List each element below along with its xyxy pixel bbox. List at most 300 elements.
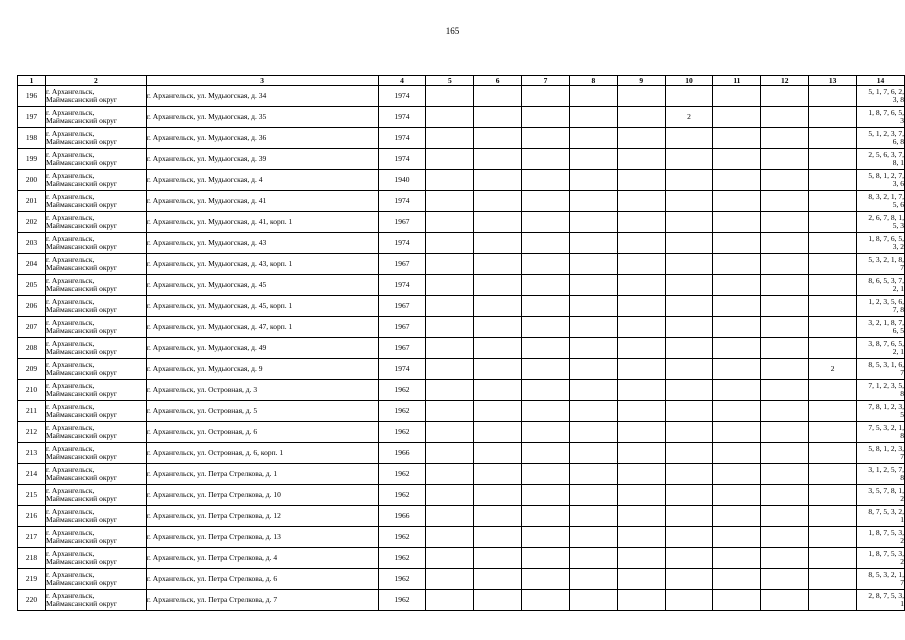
value-cell-col-10 <box>665 296 713 317</box>
value-cell-col-9 <box>617 149 665 170</box>
value-cell-col-9 <box>617 86 665 107</box>
value-cell-col-12 <box>761 191 809 212</box>
table-row <box>18 527 905 548</box>
sequence-line: 3, 2, 1, 8, 7, <box>868 318 904 327</box>
value-cell-col-12 <box>761 359 809 380</box>
value-cell-col-9 <box>617 191 665 212</box>
table-row <box>18 275 905 296</box>
table-row <box>18 212 905 233</box>
value-cell-col-6 <box>474 191 522 212</box>
value-cell-col-6 <box>474 380 522 401</box>
row-number-cell: 205 <box>18 275 46 296</box>
year-cell: 1962 <box>378 548 426 569</box>
value-cell-col-7 <box>522 401 570 422</box>
value-cell-col-9 <box>617 212 665 233</box>
address-cell: г. Архангельск, ул. Петра Стрелкова, д. 1 <box>146 464 378 485</box>
address-cell: г. Архангельск, ул. Мудьюгская, д. 41, корп. 1 <box>146 212 378 233</box>
value-cell-col-11 <box>713 254 761 275</box>
value-cell-col-6 <box>474 464 522 485</box>
district-line: Маймаксанский округ <box>45 116 117 125</box>
sequence-line: 5, 8, 1, 2, 7, <box>868 171 904 180</box>
column-header: 11 <box>713 76 761 86</box>
value-cell-col-7 <box>522 464 570 485</box>
row-number-cell: 212 <box>18 422 46 443</box>
table-row <box>18 380 905 401</box>
value-cell-col-5 <box>426 191 474 212</box>
value-cell-col-13 <box>809 275 857 296</box>
value-cell-col-8 <box>569 380 617 401</box>
address-cell: г. Архангельск, ул. Мудьюгская, д. 49 <box>146 338 378 359</box>
value-cell-col-7 <box>522 275 570 296</box>
value-cell-col-13 <box>809 212 857 233</box>
district-cell <box>45 359 146 380</box>
year-cell: 1962 <box>378 527 426 548</box>
value-cell-col-12 <box>761 128 809 149</box>
value-cell-col-7 <box>522 86 570 107</box>
district-line: Маймаксанский округ <box>45 305 117 314</box>
row-number-cell: 196 <box>18 86 46 107</box>
value-cell-col-10 <box>665 275 713 296</box>
row-number-cell: 210 <box>18 380 46 401</box>
year-cell: 1962 <box>378 569 426 590</box>
value-cell-col-7 <box>522 212 570 233</box>
value-cell-col-12 <box>761 464 809 485</box>
value-cell-col-5 <box>426 506 474 527</box>
district-line: Маймаксанский округ <box>45 347 117 356</box>
row-number-cell: 214 <box>18 464 46 485</box>
district-line: Маймаксанский округ <box>45 515 117 524</box>
value-cell-col-5 <box>426 464 474 485</box>
sequence-line: 3, 8 <box>892 95 904 104</box>
value-cell-col-5 <box>426 443 474 464</box>
value-cell-col-6 <box>474 170 522 191</box>
value-cell-col-6 <box>474 443 522 464</box>
value-cell-col-13 <box>809 149 857 170</box>
district-line: г. Архангельск, <box>45 339 95 348</box>
value-cell-col-7 <box>522 107 570 128</box>
address-cell: г. Архангельск, ул. Мудьюгская, д. 45 <box>146 275 378 296</box>
value-cell-col-12 <box>761 569 809 590</box>
row-number-cell: 220 <box>18 590 46 611</box>
value-cell-col-8 <box>569 149 617 170</box>
value-cell-col-6 <box>474 275 522 296</box>
value-cell-col-11 <box>713 422 761 443</box>
column-header: 13 <box>809 76 857 86</box>
year-cell: 1974 <box>378 86 426 107</box>
value-cell-col-8 <box>569 296 617 317</box>
district-line: г. Архангельск, <box>45 213 95 222</box>
value-cell-col-5 <box>426 233 474 254</box>
column-header: 8 <box>569 76 617 86</box>
value-cell-col-7 <box>522 590 570 611</box>
year-cell: 1974 <box>378 233 426 254</box>
table-row <box>18 86 905 107</box>
column-header: 5 <box>426 76 474 86</box>
value-cell-col-11 <box>713 569 761 590</box>
year-cell: 1974 <box>378 275 426 296</box>
sequence-cell <box>857 359 905 380</box>
value-cell-col-6 <box>474 128 522 149</box>
sequence-line: 8, 6, 5, 3, 7, <box>868 276 904 285</box>
value-cell-col-9 <box>617 296 665 317</box>
table-row <box>18 464 905 485</box>
address-cell: г. Архангельск, ул. Мудьюгская, д. 34 <box>146 86 378 107</box>
value-cell-col-11 <box>713 338 761 359</box>
value-cell-col-12 <box>761 380 809 401</box>
value-cell-col-13 <box>809 338 857 359</box>
value-cell-col-5 <box>426 569 474 590</box>
district-line: Маймаксанский округ <box>45 578 117 587</box>
value-cell-col-6 <box>474 359 522 380</box>
sequence-line: 7 <box>900 452 904 461</box>
district-cell <box>45 149 146 170</box>
address-cell: г. Архангельск, ул. Петра Стрелкова, д. 12 <box>146 506 378 527</box>
value-cell-col-10 <box>665 422 713 443</box>
value-cell-col-7 <box>522 338 570 359</box>
table-row <box>18 338 905 359</box>
value-cell-col-6 <box>474 107 522 128</box>
year-cell: 1966 <box>378 506 426 527</box>
value-cell-col-12 <box>761 296 809 317</box>
value-cell-col-9 <box>617 338 665 359</box>
value-cell-col-12 <box>761 485 809 506</box>
sequence-cell <box>857 212 905 233</box>
sequence-line: 2, 8, 7, 5, 3, <box>868 591 904 600</box>
value-cell-col-7 <box>522 233 570 254</box>
value-cell-col-11 <box>713 86 761 107</box>
value-cell-col-13 <box>809 422 857 443</box>
value-cell-col-9 <box>617 170 665 191</box>
value-cell-col-9 <box>617 527 665 548</box>
sequence-cell <box>857 401 905 422</box>
sequence-line: 3 <box>900 116 904 125</box>
district-line: г. Архангельск, <box>45 549 95 558</box>
value-cell-col-12 <box>761 548 809 569</box>
value-cell-col-10 <box>665 254 713 275</box>
value-cell-col-7 <box>522 254 570 275</box>
column-header: 10 <box>665 76 713 86</box>
value-cell-col-13 <box>809 191 857 212</box>
value-cell-col-11 <box>713 317 761 338</box>
district-line: Маймаксанский округ <box>45 326 117 335</box>
value-cell-col-10 <box>665 527 713 548</box>
row-number-cell: 207 <box>18 317 46 338</box>
value-cell-col-12 <box>761 86 809 107</box>
year-cell: 1967 <box>378 254 426 275</box>
value-cell-col-5 <box>426 317 474 338</box>
value-cell-col-6 <box>474 527 522 548</box>
value-cell-col-11 <box>713 464 761 485</box>
sequence-cell <box>857 548 905 569</box>
value-cell-col-13 <box>809 548 857 569</box>
sequence-cell <box>857 464 905 485</box>
sequence-line: 3, 5, 7, 8, 1, <box>868 486 904 495</box>
value-cell-col-5 <box>426 128 474 149</box>
sequence-line: 7, 8, 1, 2, 3, <box>868 402 904 411</box>
value-cell-col-8 <box>569 128 617 149</box>
value-cell-col-5 <box>426 170 474 191</box>
value-cell-col-13 <box>809 170 857 191</box>
column-header: 4 <box>378 76 426 86</box>
value-cell-col-5 <box>426 422 474 443</box>
value-cell-col-10 <box>665 590 713 611</box>
value-cell-col-6 <box>474 548 522 569</box>
sequence-cell <box>857 338 905 359</box>
district-line: г. Архангельск, <box>45 318 95 327</box>
district-cell <box>45 170 146 191</box>
district-cell <box>45 485 146 506</box>
value-cell-col-6 <box>474 485 522 506</box>
district-line: г. Архангельск, <box>45 171 95 180</box>
district-line: Маймаксанский округ <box>45 137 117 146</box>
district-line: Маймаксанский округ <box>45 431 117 440</box>
sequence-line: 5 <box>900 410 904 419</box>
value-cell-col-11 <box>713 401 761 422</box>
sequence-line: 3, 8, 7, 6, 5, <box>868 339 904 348</box>
value-cell-col-10 <box>665 128 713 149</box>
table-row <box>18 191 905 212</box>
district-line: г. Архангельск, <box>45 570 95 579</box>
row-number-cell: 211 <box>18 401 46 422</box>
value-cell-col-12 <box>761 107 809 128</box>
value-cell-col-11 <box>713 275 761 296</box>
value-cell-col-8 <box>569 170 617 191</box>
district-cell <box>45 107 146 128</box>
address-cell: г. Архангельск, ул. Мудьюгская, д. 47, корп. 1 <box>146 317 378 338</box>
district-line: Маймаксанский округ <box>45 284 117 293</box>
sequence-line: 1, 8, 7, 5, 3, <box>868 528 904 537</box>
value-cell-col-10 <box>665 464 713 485</box>
table-body <box>18 86 905 611</box>
value-cell-col-10 <box>665 86 713 107</box>
value-cell-col-5 <box>426 338 474 359</box>
value-cell-col-11 <box>713 191 761 212</box>
sequence-cell <box>857 380 905 401</box>
value-cell-col-12 <box>761 527 809 548</box>
district-line: Маймаксанский округ <box>45 179 117 188</box>
value-cell-col-12 <box>761 422 809 443</box>
sequence-line: 3, 6 <box>892 179 904 188</box>
value-cell-col-12 <box>761 170 809 191</box>
district-line: г. Архангельск, <box>45 108 95 117</box>
value-cell-col-8 <box>569 338 617 359</box>
value-cell-col-12 <box>761 443 809 464</box>
sequence-line: 8, 7, 5, 3, 2, <box>868 507 904 516</box>
district-line: Маймаксанский округ <box>45 368 117 377</box>
value-cell-col-8 <box>569 590 617 611</box>
value-cell-col-5 <box>426 527 474 548</box>
sequence-cell <box>857 107 905 128</box>
table-row <box>18 443 905 464</box>
value-cell-col-13 <box>809 569 857 590</box>
district-line: Маймаксанский округ <box>45 494 117 503</box>
value-cell-col-8 <box>569 401 617 422</box>
row-number-cell: 217 <box>18 527 46 548</box>
value-cell-col-7 <box>522 296 570 317</box>
value-cell-col-10: 2 <box>665 107 713 128</box>
district-line: г. Архангельск, <box>45 360 95 369</box>
value-cell-col-10 <box>665 212 713 233</box>
address-cell: г. Архангельск, ул. Мудьюгская, д. 45, корп. 1 <box>146 296 378 317</box>
district-line: г. Архангельск, <box>45 465 95 474</box>
district-cell <box>45 401 146 422</box>
value-cell-col-8 <box>569 422 617 443</box>
value-cell-col-11 <box>713 107 761 128</box>
sequence-line: 7 <box>900 263 904 272</box>
value-cell-col-11 <box>713 443 761 464</box>
sequence-line: 8, 5, 3, 2, 1, <box>868 570 904 579</box>
value-cell-col-9 <box>617 233 665 254</box>
value-cell-col-5 <box>426 548 474 569</box>
value-cell-col-6 <box>474 422 522 443</box>
sequence-line: 8 <box>900 431 904 440</box>
year-cell: 1967 <box>378 338 426 359</box>
sequence-line: 7, 1, 2, 3, 5, <box>868 381 904 390</box>
district-cell <box>45 233 146 254</box>
value-cell-col-5 <box>426 275 474 296</box>
value-cell-col-11 <box>713 548 761 569</box>
value-cell-col-13 <box>809 590 857 611</box>
column-header: 9 <box>617 76 665 86</box>
value-cell-col-9 <box>617 548 665 569</box>
sequence-line: 2 <box>900 494 904 503</box>
sequence-cell <box>857 275 905 296</box>
district-cell <box>45 86 146 107</box>
value-cell-col-8 <box>569 317 617 338</box>
value-cell-col-10 <box>665 548 713 569</box>
value-cell-col-7 <box>522 191 570 212</box>
column-header: 7 <box>522 76 570 86</box>
district-line: Маймаксанский округ <box>45 410 117 419</box>
sequence-cell <box>857 443 905 464</box>
district-line: г. Архангельск, <box>45 381 95 390</box>
value-cell-col-13 <box>809 527 857 548</box>
address-cell: г. Архангельск, ул. Островная, д. 6 <box>146 422 378 443</box>
district-line: г. Архангельск, <box>45 528 95 537</box>
value-cell-col-11 <box>713 128 761 149</box>
value-cell-col-13 <box>809 401 857 422</box>
value-cell-col-6 <box>474 212 522 233</box>
value-cell-col-6 <box>474 338 522 359</box>
district-line: г. Архангельск, <box>45 297 95 306</box>
value-cell-col-13 <box>809 317 857 338</box>
sequence-line: 8 <box>900 473 904 482</box>
address-cell: г. Архангельск, ул. Петра Стрелкова, д. 10 <box>146 485 378 506</box>
value-cell-col-5 <box>426 86 474 107</box>
value-cell-col-13 <box>809 464 857 485</box>
value-cell-col-8 <box>569 464 617 485</box>
value-cell-col-5 <box>426 149 474 170</box>
value-cell-col-9 <box>617 401 665 422</box>
year-cell: 1967 <box>378 296 426 317</box>
value-cell-col-12 <box>761 254 809 275</box>
year-cell: 1974 <box>378 359 426 380</box>
year-cell: 1974 <box>378 107 426 128</box>
value-cell-col-13 <box>809 443 857 464</box>
sequence-line: 6, 8 <box>892 137 904 146</box>
district-line: г. Архангельск, <box>45 255 95 264</box>
row-number-cell: 215 <box>18 485 46 506</box>
address-cell: г. Архангельск, ул. Мудьюгская, д. 35 <box>146 107 378 128</box>
table-row <box>18 359 905 380</box>
value-cell-col-13 <box>809 128 857 149</box>
sequence-line: 8, 3, 2, 1, 7, <box>868 192 904 201</box>
value-cell-col-5 <box>426 359 474 380</box>
value-cell-col-9 <box>617 422 665 443</box>
value-cell-col-8 <box>569 485 617 506</box>
page-number: 165 <box>445 26 460 36</box>
district-line: г. Архангельск, <box>45 507 95 516</box>
row-number-cell: 201 <box>18 191 46 212</box>
sequence-line: 5, 6 <box>892 200 904 209</box>
value-cell-col-12 <box>761 275 809 296</box>
sequence-cell <box>857 590 905 611</box>
sequence-cell <box>857 254 905 275</box>
district-cell <box>45 128 146 149</box>
row-number-cell: 213 <box>18 443 46 464</box>
district-cell <box>45 275 146 296</box>
district-line: Маймаксанский округ <box>45 221 117 230</box>
value-cell-col-6 <box>474 506 522 527</box>
row-number-cell: 204 <box>18 254 46 275</box>
sequence-line: 2 <box>900 536 904 545</box>
row-number-cell: 209 <box>18 359 46 380</box>
value-cell-col-7 <box>522 506 570 527</box>
address-cell: г. Архангельск, ул. Островная, д. 6, корп. 1 <box>146 443 378 464</box>
address-cell: г. Архангельск, ул. Мудьюгская, д. 36 <box>146 128 378 149</box>
value-cell-col-8 <box>569 548 617 569</box>
value-cell-col-9 <box>617 254 665 275</box>
row-number-cell: 219 <box>18 569 46 590</box>
year-cell: 1962 <box>378 422 426 443</box>
value-cell-col-5 <box>426 401 474 422</box>
district-cell <box>45 254 146 275</box>
sequence-line: 5, 1, 2, 3, 7, <box>868 129 904 138</box>
district-line: Маймаксанский округ <box>45 599 117 608</box>
table-row <box>18 317 905 338</box>
sequence-line: 2, 5, 6, 3, 7, <box>868 150 904 159</box>
value-cell-col-10 <box>665 443 713 464</box>
value-cell-col-11 <box>713 359 761 380</box>
value-cell-col-11 <box>713 233 761 254</box>
value-cell-col-8 <box>569 191 617 212</box>
value-cell-col-7 <box>522 380 570 401</box>
value-cell-col-5 <box>426 296 474 317</box>
sequence-line: 8, 1 <box>892 158 904 167</box>
value-cell-col-10 <box>665 233 713 254</box>
district-line: г. Архангельск, <box>45 192 95 201</box>
value-cell-col-8 <box>569 233 617 254</box>
value-cell-col-10 <box>665 191 713 212</box>
value-cell-col-7 <box>522 422 570 443</box>
district-line: г. Архангельск, <box>45 234 95 243</box>
value-cell-col-9 <box>617 569 665 590</box>
value-cell-col-9 <box>617 506 665 527</box>
header-row <box>18 76 905 86</box>
district-cell <box>45 317 146 338</box>
address-cell: г. Архангельск, ул. Островная, д. 5 <box>146 401 378 422</box>
table-row <box>18 485 905 506</box>
address-cell: г. Архангельск, ул. Мудьюгская, д. 4 <box>146 170 378 191</box>
sequence-line: 2, 1 <box>892 347 904 356</box>
column-header: 1 <box>18 76 46 86</box>
value-cell-col-13 <box>809 485 857 506</box>
district-cell <box>45 506 146 527</box>
value-cell-col-6 <box>474 296 522 317</box>
value-cell-col-9 <box>617 464 665 485</box>
row-number-cell: 208 <box>18 338 46 359</box>
value-cell-col-7 <box>522 485 570 506</box>
